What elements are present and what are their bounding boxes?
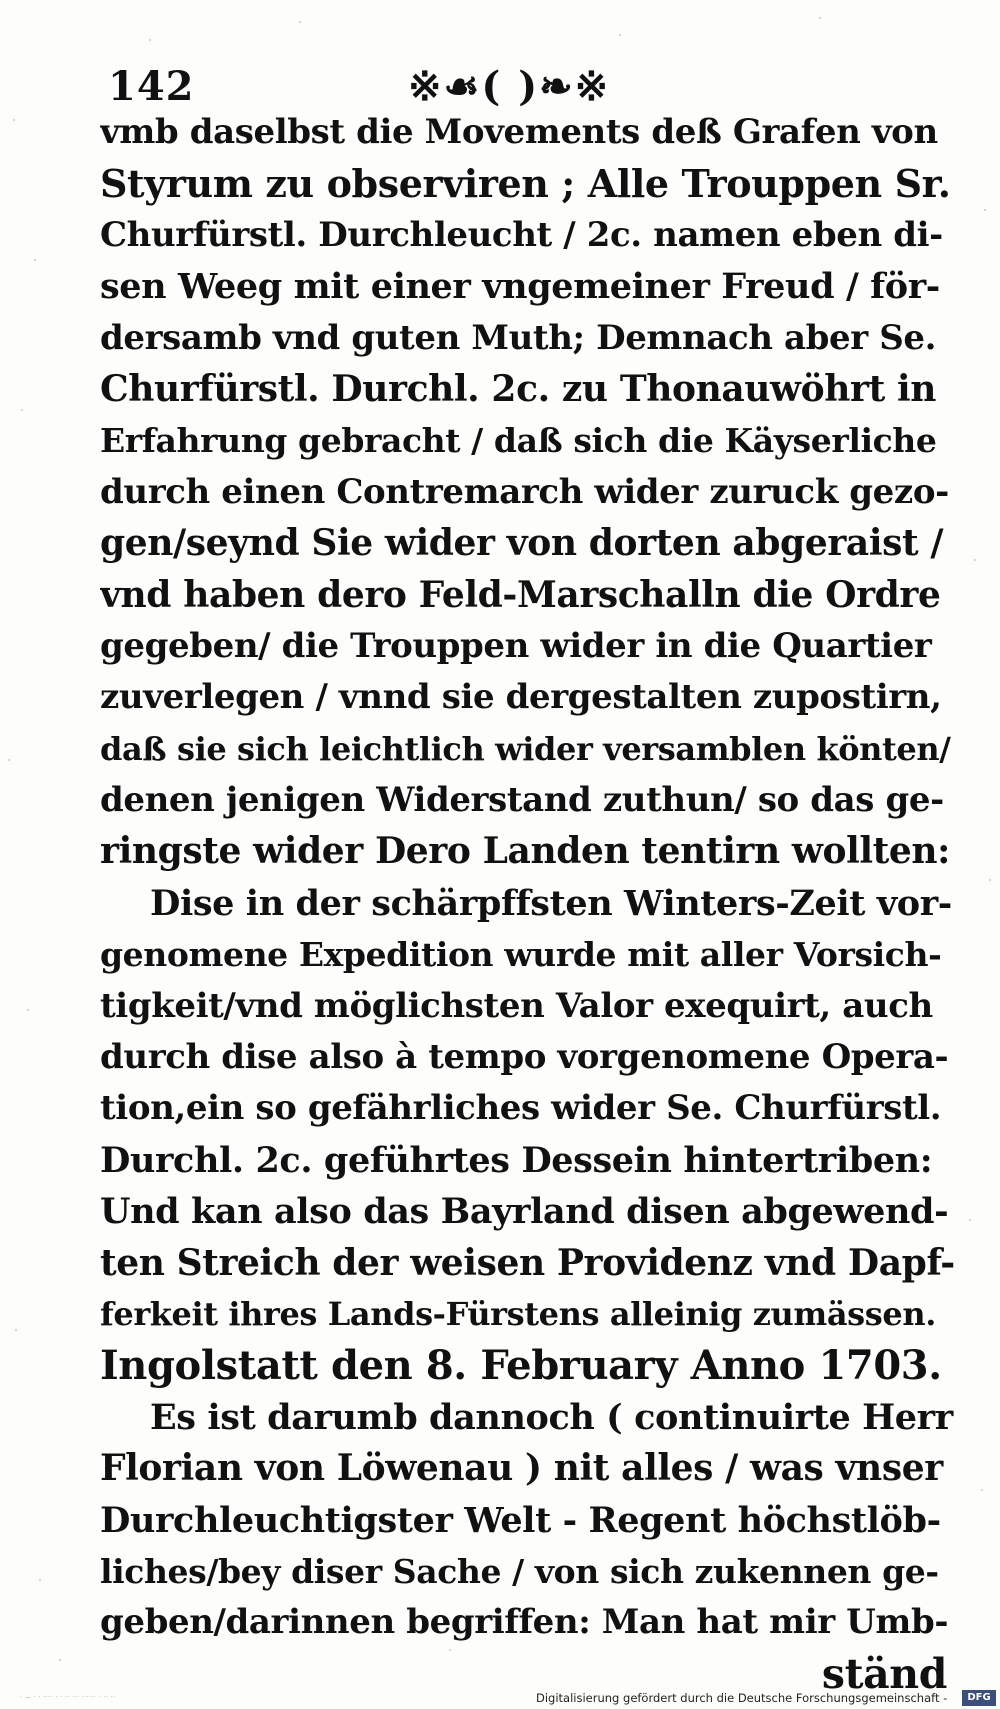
text-line: genomene Expedition wurde mit aller Vorsich- bbox=[100, 935, 942, 975]
text-line: liches/bey diser Sache / von sich zukennen ge- bbox=[100, 1551, 939, 1591]
text-line: Erfahrung gebracht / daß sich die Käyserliche bbox=[100, 421, 937, 461]
text-line: vmb daselbst die Movements deß Grafen von bbox=[100, 112, 938, 152]
text-line: Durchleuchtigster Welt - Regent höchstlöb- bbox=[100, 1499, 941, 1541]
text-line: ten Streich der weisen Providenz vnd Dapf- bbox=[100, 1241, 955, 1284]
text-line: sen Weeg mit einer vngemeiner Freud / för- bbox=[100, 266, 940, 308]
dfg-logo: DFG bbox=[962, 1690, 996, 1706]
header-ornament: ※☙( )❧※ bbox=[408, 63, 611, 110]
text-line: daß sie sich leichtlich wider versamblen könten/ bbox=[100, 729, 951, 768]
page-number: 142 bbox=[108, 63, 195, 110]
text-line: Und kan also das Bayrland disen abgewend- bbox=[100, 1191, 949, 1233]
scanner-note: · — · · ···· · · ·· ··· ······ · ·· ·· bbox=[20, 1694, 116, 1701]
text-line: durch dise also à tempo vorgenomene Opera- bbox=[100, 1037, 949, 1078]
text-line: Ingolstatt den 8. February Anno 1703. bbox=[100, 1342, 942, 1390]
text-line: Es ist darumb dannoch ( continuirte Herr bbox=[150, 1396, 953, 1438]
text-line: dersamb vnd guten Muth; Demnach aber Se. bbox=[100, 317, 937, 358]
text-line: gen/seynd Sie wider von dorten abgeraist / bbox=[100, 522, 944, 565]
text-line: Churfürstl. Durchleucht / 2c. namen eben di- bbox=[100, 214, 943, 255]
text-line: ferkeit ihres Lands-Fürstens alleinig zumässen. bbox=[100, 1294, 936, 1333]
text-line: vnd haben dero Feld-Marschalln die Ordre bbox=[100, 573, 941, 616]
text-line: Florian von Löwenau ) nit alles / was vnser bbox=[100, 1447, 943, 1490]
text-line: denen jenigen Widerstand zuthun/ so das ge- bbox=[100, 780, 944, 821]
text-line: ringste wider Dero Landen tentirn wollten: bbox=[100, 830, 951, 873]
text-line: Dise in der schärpffsten Winters-Zeit vor- bbox=[150, 882, 952, 924]
text-line: geben/darinnen begriffen: Man hat mir Umb- bbox=[100, 1602, 949, 1643]
text-line: Durchl. 2c. geführtes Dessein hintertriben: bbox=[100, 1139, 933, 1181]
text-line: Churfürstl. Durchl. 2c. zu Thonauwöhrt in bbox=[100, 367, 937, 410]
text-line: tigkeit/vnd möglichsten Valor exequirt, auch bbox=[100, 985, 933, 1026]
text-line: Styrum zu observiren ; Alle Trouppen Sr. bbox=[100, 161, 951, 207]
text-line: tion,ein so gefährliches wider Se. Churfürstl. bbox=[100, 1088, 942, 1129]
page-header bbox=[108, 62, 948, 112]
text-line: ständ bbox=[821, 1649, 947, 1698]
digitization-credit: Digitalisierung gefördert durch die Deutsche Forschungsgemeinschaft - bbox=[536, 1691, 948, 1705]
footer bbox=[0, 1690, 1000, 1709]
text-line: gegeben/ die Trouppen wider in die Quartier bbox=[100, 625, 932, 666]
text-line: zuverlegen / vnnd sie dergestalten zupostirn, bbox=[100, 677, 942, 718]
text-line: durch einen Contremarch wider zuruck gezo- bbox=[100, 471, 949, 512]
body-text bbox=[100, 107, 955, 1700]
